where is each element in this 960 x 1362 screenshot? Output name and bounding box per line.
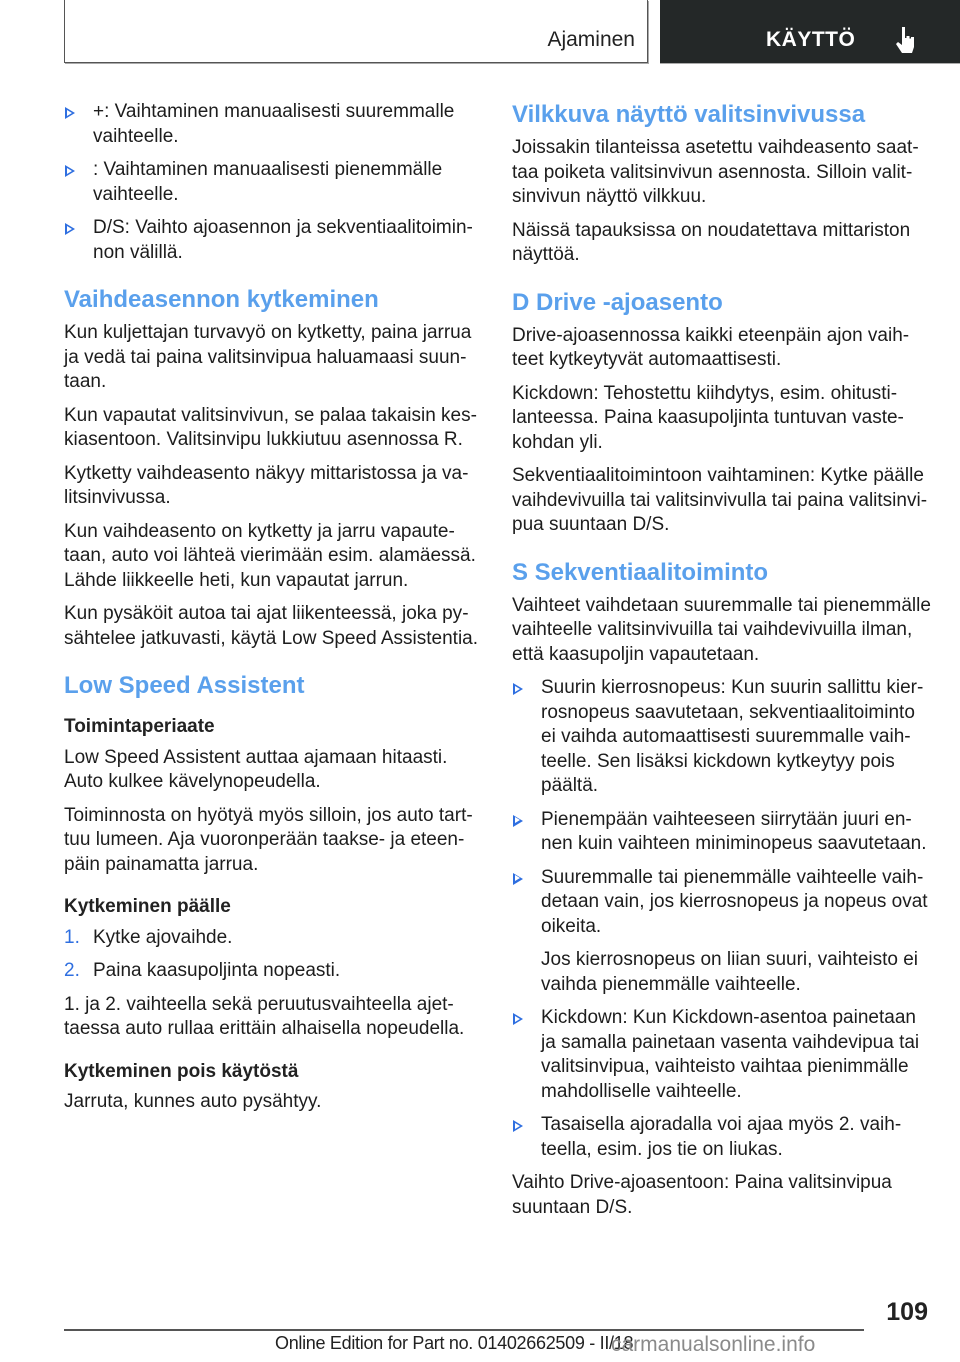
triangle-bullet-icon (65, 223, 75, 235)
paragraph: Kun pysäköit autoa tai ajat liikenteessä, joka pysähtelee jatkuvasti, käytä Low Speed Assistentia. (64, 603, 479, 649)
list-item: D/S: Vaihto ajoasennon ja sekventiaalitoiminnon välillä. (64, 216, 484, 265)
paragraph: Jarruta, kunnes auto pysähtyy. (64, 1091, 322, 1112)
heading-blinking-display: Vilkkuva näyttö valitsinvivussa (512, 101, 866, 128)
list-item: Tasaisella ajoradalla voi ajaa myös 2. vaihteella, esim. jos tie on liukas. (512, 1113, 932, 1162)
paragraph: Vaihto Drive-ajoasentoon: Paina valitsinvipua suuntaan D/S. (512, 1172, 892, 1218)
list-item-note: Jos kierrosnopeus on liian suuri, vaihteisto ei vaihda pienemmälle vaihteelle. (541, 949, 919, 995)
chapter-tab (660, 0, 960, 63)
pointing-hand-icon (894, 26, 916, 54)
heading-low-speed-assistent: Low Speed Assistent (64, 672, 305, 699)
paragraph: Kun kuljettajan turvavyö on kytketty, paina jarrua ja vedä tai paina valitsinvipua haluamaasi suuntaan. (64, 322, 472, 392)
paragraph: Joissakin tilanteissa asetettu vaihdeasento saattaa poiketa valitsinvivun asennosta. Silloin valitsinvivun näyttö vilkkuu. (512, 137, 919, 207)
heading-gear-shift: Vaihdeasennon kytkeminen (64, 286, 379, 313)
triangle-bullet-icon (513, 1120, 523, 1132)
triangle-bullet-icon (513, 815, 523, 827)
paragraph: Kytketty vaihdeasento näkyy mittaristossa ja valitsinvivussa. (64, 462, 469, 508)
paragraph: Näissä tapauksissa on noudatettava mittariston näyttöä. (512, 219, 911, 265)
left-column (64, 100, 484, 1124)
paragraph: Sekventiaalitoimintoon vaihtaminen: Kytke päälle vaihdevivuilla tai valitsinvivulla tai paina valitsinvipua suuntaan D/S. (512, 465, 928, 535)
subheading-switch-off: Kytkeminen pois käytöstä (64, 1060, 299, 1082)
page-number: 109 (886, 1298, 928, 1326)
heading-drive-position: D Drive -ajoasento (512, 288, 723, 316)
paragraph: Toiminnosta on hyötyä myös silloin, jos auto tarttuu lumeen. Aja vuoronperään taakse- ja eteenpäin painamatta jarrua. (64, 804, 473, 875)
list-item: Kickdown: Kun Kickdown-asentoa painetaan ja samalla painetaan vasenta vaihdevipua tai valitsinvipua, vaihteisto vaihtaa pienimmälle mahdolliselle vaihteelle. (512, 1006, 932, 1104)
paragraph: Kun vaihdeasento on kytketty ja jarru vapautetaan, auto voi lähteä vierimään esim. alamäessä. Lähde liikkeelle heti, kun vapautat jarrun. (64, 520, 476, 591)
right-column (512, 100, 932, 1229)
list-item: +: Vaihtaminen manuaalisesti suuremmalle vaihteelle. (64, 100, 484, 149)
triangle-bullet-icon (513, 683, 523, 695)
watermark-link[interactable]: carmanualsonline.info (611, 1333, 816, 1356)
section-tab (64, 0, 648, 63)
footer-divider (64, 1329, 864, 1331)
step-item: 2. Paina kaasupoljinta nopeasti. (64, 960, 341, 981)
subheading-principle: Toimintaperiaate (64, 716, 215, 737)
triangle-bullet-icon (513, 1013, 523, 1025)
paragraph: Vaihteet vaihdetaan suuremmalle tai pienemmälle vaihteelle valitsinvivuilla tai vaihdevivuilla ilman, että kaasupoljin vapautetaan. (512, 594, 931, 665)
triangle-bullet-icon (65, 165, 75, 177)
triangle-bullet-icon (65, 107, 75, 119)
step-item: 1. Kytke ajovaihde. (64, 926, 233, 948)
list-item: Suurin kierrosnopeus: Kun suurin sallittu kierrosnopeus saavutetaan, sekventiaalitoiminto ei vaihda automaattisesti suuremmalle vaihteelle. Sen lisäksi kickdown kytkeytyy pois päältä. (512, 676, 932, 799)
edition-text: Online Edition for Part no. 01402662509 - II/18 (275, 1333, 634, 1353)
paragraph: Kun vapautat valitsinvivun, se palaa takaisin keskiasentoon. Valitsinvipu lukkiutuu asennossa R. (64, 404, 477, 450)
heading-sequential-mode: S Sekventiaalitoiminto (512, 558, 769, 586)
list-item: Pienempään vaihteeseen siirrytään juuri ennen kuin vaihteen miniminopeus saavutetaan. (512, 808, 932, 857)
paragraph: Low Speed Assistent auttaa ajamaan hitaasti. Auto kulkee kävelynopeudella. (64, 746, 448, 792)
section-tab-label: Ajaminen (547, 28, 635, 51)
list-item: Suuremmalle tai pienemmälle vaihteelle vaihdetaan vain, jos kierrosnopeus ja nopeus ovat oikeita. (512, 866, 932, 940)
list-item: : Vaihtaminen manuaalisesti pienemmälle vaihteelle. (64, 158, 484, 207)
chapter-tab-label: KÄYTTÖ (766, 28, 856, 51)
paragraph: 1. ja 2. vaihteella sekä peruutusvaihteella ajettaessa auto rullaa erittäin alhaisella nopeudella. (64, 993, 465, 1039)
subheading-switch-on: Kytkeminen päälle (64, 896, 231, 917)
paragraph: Drive-ajoasennossa kaikki eteenpäin ajon vaihteet kytkeytyvät automaattisesti. (512, 324, 910, 370)
triangle-bullet-icon (513, 873, 523, 885)
paragraph: Kickdown: Tehostettu kiihdytys, esim. ohitustilanteessa. Paina kaasupoljinta tuntuvan vastekohdan yli. (512, 382, 904, 453)
